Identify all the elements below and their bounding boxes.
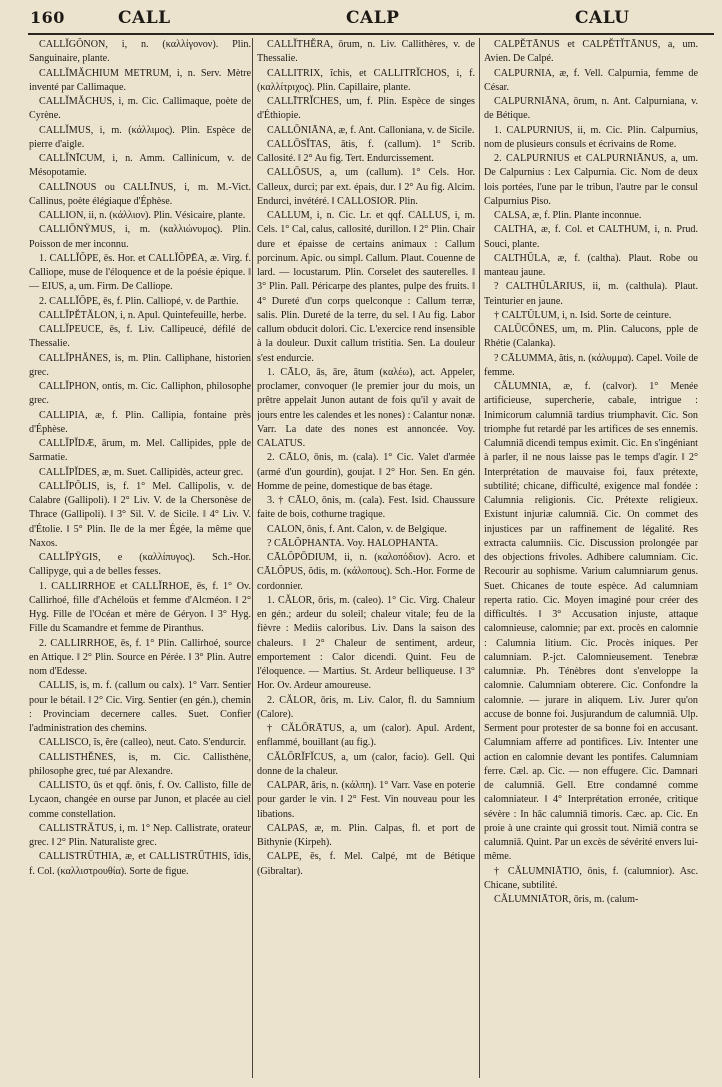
dictionary-entry: CALPAR, ăris, n. (κάλπη). 1° Varr. Vase en poterie pour garder le vin. ‖ 2° Fest. Vin nouveau pour les libations. — [257, 780, 475, 820]
dictionary-entry: CALLĬPĔTĂLON, i, n. Apul. Quintefeuille, herbe. — [39, 309, 247, 321]
dictionary-entry: 1. CALLIRRHOE et CALLĬRHOE, ēs, f. 1° Ov. Callirhoé, fille d'Achéloüs et femme d'Alcméon. ‖ 2° Hyg. Fille de l'Océan et mère de Géryon. ‖ 3° Hyg. Fille du Scamandre et femme de Piranthus. — [29, 580, 251, 635]
dictionary-entry: 1. CALLĬŎPE, ēs. Hor. et CALLĬŎPĒA, æ. Virg. f. Calliope, muse de l'éloquence et de la poésie épique. ‖ — EIUS, a, um. Firm. De Calliope. — [29, 252, 251, 293]
dictionary-entry: CALLISTRŪTHIA, æ, et CALLISTRŪTHIS, ĭdis, f. Col. (καλλιστρουθία). Sorte de figue. — [29, 851, 251, 877]
dictionary-entry: CALLĬNĪCUM, i, n. Amm. Callinicum, v. de Mésopotamie. — [29, 153, 251, 179]
dictionary-entry: CALŪCŌNES, um, m. Plin. Calucons, pple de Rhétie (Calanka). — [484, 324, 698, 350]
dictionary-entry: 2. CALPURNIUS et CALPURNIĀNUS, a, um. De Calpurnius : Lex Calpurnia. Cic. Nom de deux lois portées, l'une par le tribun, l'autre par le consul Calpurnius Piso. — [484, 153, 698, 207]
dictionary-entry: CALSA, æ, f. Plin. Plante inconnue. — [494, 210, 642, 221]
dictionary-entry: CALLĬPHĂNES, is, m. Plin. Calliphane, historien grec. — [29, 352, 251, 378]
dictionary-entry: CALPURNIĀNA, ōrum, n. Ant. Calpurniana, v. de Bétique. — [484, 96, 698, 122]
dictionary-entry: CALLIPIA, æ, f. Plin. Callipia, fontaine près d'Éphèse. — [29, 409, 251, 435]
dictionary-entry: CALLION, ii, n. (κάλλιον). Plin. Vésicaire, plante. — [39, 210, 246, 221]
column-middle — [257, 38, 475, 1082]
dictionary-entry: CALPĔTĀNUS et CALPĔTĬTĀNUS, a, um. Avien. De Calpé. — [484, 39, 698, 65]
dictionary-entry: CALPAS, æ, m. Plin. Calpas, fl. et port de Bithynie (Kirpeh). — [257, 822, 475, 848]
dictionary-entry: CALLĬGŎNON, i, n. (καλλίγονον). Plin. Sanguinaire, plante. — [29, 39, 251, 65]
dictionary-entry: CALLISTO, ūs et qqf. ōnis, f. Ov. Callisto, fille de Lycaon, changée en ourse par Junon, et placée au ciel comme constellation. — [29, 780, 251, 820]
dictionary-entry: CALLĪNOUS ou CALLĪNUS, i, m. M.-Vict. Callinus, poète élégiaque d'Éphèse. — [29, 181, 251, 207]
center-guide-word: CALP — [346, 8, 400, 28]
dictionary-entry: 1. CĀLO, ās, āre, ātum (καλέω), act. Appeler, proclamer, convoquer (le premier jour du mois, un prêtre appelait Junon autant de fois qu'il y avait de jours entre les calendes et les nones) : Calantur nonæ. Varr. La date des nones est annoncée. Voy. CALATUS. — [257, 366, 475, 449]
dictionary-entry: CALLŌSĬTAS, ātis, f. (callum). 1° Scrib. Callosité. ‖ 2° Au fig. Tert. Endurcissement. — [257, 138, 475, 164]
dictionary-entry: 2. CĂLOR, ōris, m. Liv. Calor, fl. du Samnium (Calore). — [257, 694, 475, 720]
dictionary-entry: CĂLUMNIA, æ, f. (calvor). 1° Menée artificieuse, supercherie, cabale, intrigue : Inimicorum calumniā tardius triumphavit. Cic. Son triomphe fut retardé par les artifices de ses ennemis. Calumniā dicendi tempus eximit. Cic. En s'ingéniant à parler, il ne nous laisse pas le temps d'agir. ‖ 2° Interprétation de mauvaise foi, faux prétexte, subtilité; chicane, difficulté, exigence mal fondée : Calumnia religionis. Cic. Prétexte religieux. Existunt injuriæ calumniā. Cic. On commet des injustices par un raffinement de légalité. Res extracta calumniis. Cic. Discussion prolongée par des objections frivoles. Adhibere calumniam. Cic. Recourir au sophisme. Varium calumniarum genus. Suet. Chicanes de toute espèce. Ad calumniam reperta ratio. Cic. Moyen imaginé pour créer des difficultés. ‖ 3° Accusation injuste, attaque calomnieuse, calomnie; par ext. procès en calomnie : Calumnia litium. Cic. Procès iniques. Per calumniam. P.-jct. Calomnieusement. Tenebræ calumniæ. Ph. Ténèbres dont s'enveloppe la calomnie. Calumniam obterere. Cic. Confondre la calomnie. — jurare in aliquem. Liv. Jurer qu'on accuse de bonne foi. Jusjurandum de calumniā. Ulp. Serment pour protester de sa bonne foi en accusant. Calumniam afferre ad pontifices. Liv. Intenter une action en calomnie devant les pontifes. Calumniam ferre. Cæl. ap. Cic. — non effugere. Cic. Damnari de calumniā. Gell. Etre condamné comme calomniateur. ‖ 4° Interprétation erronée, critique sévère : In hāc calumniā timoris. Cæc. ap. Cic. En proie à une crainte qui grossit tout. Nimiā contra se calumniā. Quint. Par un excès de sévérité envers lui-même. — [484, 381, 698, 863]
dictionary-entry: CALTHŬLA, æ, f. (caltha). Plaut. Robe ou manteau jaune. — [484, 252, 698, 278]
dictionary-entry: ? CALTHŬLĀRIUS, ii, m. (calthula). Plaut. Teinturier en jaune. — [484, 281, 698, 307]
column-right — [484, 38, 698, 1082]
dictionary-entry: CALON, ōnis, f. Ant. Calon, v. de Belgique. — [267, 523, 447, 535]
dictionary-entry: CALLŌSUS, a, um (callum). 1° Cels. Hor. Calleux, durci; par ext. épais, dur. ‖ 2° Au fig. Alcim. Endurci, invétéré. ‖ CALLOSIOR. Plin. — [257, 167, 475, 207]
dictionary-entry: CALPURNIA, æ, f. Vell. Calpurnia, femme de César. — [484, 67, 698, 93]
dictionary-entry: CALLITRIX, ĭchis, et CALLITRĬCHOS, i, f. (καλλίτριχος). Plin. Capillaire, plante. — [257, 67, 475, 93]
dictionary-entry: 1. CALPURNIUS, ii, m. Cic. Plin. Calpurnius, nom de plusieurs consuls et écrivains de Rome. — [484, 124, 698, 150]
dictionary-entry: CALLIŌNŸMUS, i, m. (καλλιώνυμος). Plin. Poisson de mer inconnu. — [29, 224, 251, 250]
dictionary-entry: CALLĬMĂCHIUM METRUM, i, n. Serv. Mètre inventé par Callimaque. — [29, 67, 251, 93]
page-number: 160 — [30, 8, 65, 27]
dictionary-entry: CALLĬPĬDÆ, ārum, m. Mel. Callipides, pple de Sarmatie. — [29, 438, 251, 464]
dictionary-entry: † CALTŬLUM, i, n. Isid. Sorte de ceinture. — [494, 309, 672, 321]
dictionary-entry: CĀLŎPŌDIUM, ii, n. (καλοπόδιον). Acro. et CĀLŎPUS, ŏdis, m. (κάλοπους). Sch.-Hor. Forme de cordonnier. — [257, 552, 475, 592]
column-left — [29, 38, 251, 1082]
dictionary-entry: ? CĀLUMMA, ătis, n. (κάλυμμα). Capel. Voile de femme. — [484, 352, 698, 378]
page-header — [0, 8, 722, 34]
dictionary-entry: 2. CĀLO, ōnis, m. (cala). 1° Cic. Valet d'armée (armé d'un gourdin), goujat. ‖ 2° Hor. Sen. En gén. Homme de peine, domestique de bas étage. — [257, 452, 475, 492]
column-divider — [479, 38, 480, 1078]
dictionary-entry: CĂLŌRĬFĬCUS, a, um (calor, facio). Gell. Qui donne de la chaleur. — [257, 751, 475, 777]
dictionary-entry: 3. † CĀLO, ōnis, m. (cala). Fest. Isid. Chaussure faite de bois, cothurne tragique. — [257, 495, 475, 521]
dictionary-entry: † CĂLŌRĀTUS, a, um (calor). Apul. Ardent, enflammé, bouillant (au fig.). — [257, 723, 475, 749]
dictionary-entry: CALLISTRĂTUS, i, m. 1° Nep. Callistrate, orateur grec. ‖ 2° Plin. Naturaliste grec. — [29, 822, 251, 848]
right-guide-word: CALU — [575, 8, 630, 28]
dictionary-entry: CALLĬPŎLIS, is, f. 1° Mel. Callipolis, v. de Calabre (Gallipoli). ‖ 2° Liv. V. de la Chersonèse de Thrace (Gallipoli). ‖ 3° Sil. V. de Sicile. ‖ 4° Liv. V. d'Étolie. ‖ 5° Plin. Ile de la mer Égée, la même que Naxos. — [29, 480, 251, 549]
dictionary-entry: CALLĬPŸGIS, e (καλλίπυγος). Sch.-Hor. Callipyge, qui a de belles fesses. — [29, 552, 251, 578]
dictionary-entry: CALLĬPĬDES, æ, m. Suet. Callipidès, acteur grec. — [39, 466, 244, 478]
column-divider — [252, 38, 253, 1078]
dictionary-entry: CALLĪTRĬCHES, um, f. Plin. Espèce de singes d'Éthiopie. — [257, 96, 475, 122]
dictionary-entry: CALLIS, is, m. f. (callum ou calx). 1° Varr. Sentier pour le bétail. ‖ 2° Cic. Virg. Sentier (en gén.), chemin : Provinciam decernere calles. Suet. Confier l'administration des chemins. — [29, 680, 251, 734]
dictionary-entry: CALLĬMĂCHUS, i, m. Cic. Callimaque, poète de Cyrène. — [29, 96, 251, 122]
dictionary-entry: 2. CALLIRRHOE, ēs, f. 1° Plin. Callirhoé, source en Attique. ‖ 2° Plin. Source en Pérée. ‖ 3° Plin. Autre nom d'Edesse. — [29, 637, 251, 677]
dictionary-entry: CALLISCO, ĭs, ĕre (calleo), neut. Cato. S'endurcir. — [39, 737, 247, 749]
dictionary-entry: CALPE, ēs, f. Mel. Calpé, mt de Bétique (Gibraltar). — [257, 851, 475, 877]
dictionary-entry: CALLĬTHĔRA, ōrum, n. Liv. Callithères, v. de Thessalie. — [257, 39, 475, 65]
dictionary-entry: CALLŌNIĀNA, æ, f. Ant. Calloniana, v. de Sicile. — [267, 124, 475, 136]
left-guide-word: CALL — [118, 8, 171, 28]
dictionary-entry: CĂLUMNIĀTOR, ōris, m. (calum- — [494, 894, 639, 905]
dictionary-entry: ? CĀLŎPHANTA. Voy. HALOPHANTA. — [267, 537, 439, 549]
dictionary-entry: † CĂLUMNIĀTIO, ōnis, f. (calumnior). Asc. Chicane, subtilité. — [484, 865, 698, 891]
dictionary-entry: CALLĬMUS, i, m. (κάλλιμος). Plin. Espèce de pierre d'aigle. — [29, 124, 251, 150]
dictionary-entry: CALLĬPEUCE, ēs, f. Liv. Callipeucé, défilé de Thessalie. — [29, 324, 251, 350]
header-rule — [28, 33, 714, 35]
dictionary-entry: 2. CALLĬŎPE, ēs, f. Plin. Calliopé, v. de Parthie. — [39, 295, 239, 307]
dictionary-entry: CALTHA, æ, f. Col. et CALTHUM, i, n. Prud. Souci, plante. — [484, 224, 698, 250]
dictionary-entry: CALLĬPHON, ontis, m. Cic. Calliphon, philosophe grec. — [29, 381, 251, 407]
dictionary-entry: CALLUM, i, n. Cic. Lr. et qqf. CALLUS, i, m. Cels. 1° Cal, calus, callosité, durillon. ‖ 2° Plin. Chair dure et épaisse de certains animaux : Callum porcinum. Apic. ou simpl. Callum. Plaut. Couenne de lard. — locustarum. Plin. Corselet des sauterelles. ‖ 3° Plin. Pall. Péricarpe des plantes, pulpe des fruits. ‖ 4° Dureté d'un corps quelconque : Callum terræ, salis. Plin. Dureté de la terre, du sel. ‖ Au fig. Labor callum obducit dolori. Cic. L'exercice rend insensible à la douleur. Duxit callum tristitia. Sen. La douleur s'est endurcie. — [257, 210, 475, 364]
dictionary-entry: CALLISTHĔNES, is, m. Cic. Callisthène, philosophe grec, tué par Alexandre. — [29, 751, 251, 777]
dictionary-entry: 1. CĂLOR, ōris, m. (caleo). 1° Cic. Virg. Chaleur en gén.; ardeur du soleil; chaleur vitale; feu de la fièvre : Mediis caloribus. Liv. Dans la saison des chaleurs. ‖ 2° Chaleur de sentiment, ardeur, emportement : Calor dicendi. Quint. Feu de l'éloquence. — Martius. St. Ardeur belliqueuse. ‖ 3° Hor. Ov. Ardeur amoureuse. — [257, 594, 475, 692]
